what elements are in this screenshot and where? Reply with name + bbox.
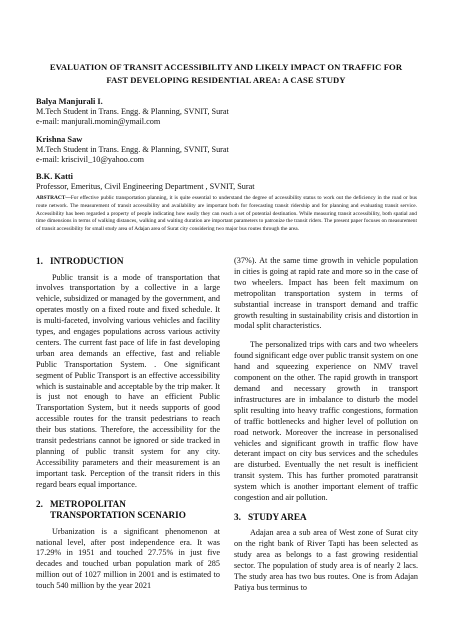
section-title: STUDY AREA: [248, 511, 307, 522]
section-heading-introduction: [36, 256, 220, 268]
author-affiliation: Professor, Emeritus, Civil Engineering Department , SVNIT, Surat: [36, 182, 255, 192]
study-area-paragraph: Adajan area a sub area of West zone of Surat city on the right bank of River Tapti has been selected as study area as belongs to a fast growing residential sector. The population of study area is of nearly 2 lacs. The study area has two bus routes. One is from Adajan Patiya bus terminus to: [234, 528, 418, 592]
author-email: e-mail: manjurali.momin@ymail.com: [36, 117, 161, 127]
section-title-line2: TRANSPORTATION SCENARIO: [50, 510, 186, 521]
section-title: INTRODUCTION: [50, 256, 124, 266]
author-name: Balya Manjurali I.: [36, 97, 103, 106]
author-entry: [36, 172, 416, 192]
author-name: Krishna Saw: [36, 134, 83, 144]
abstract-lead: ABSTRACT—: [36, 195, 71, 201]
section-heading-study-area: [234, 512, 418, 524]
author-name: B.K. Katti: [36, 172, 73, 182]
section-title-line1: METROPOLITAN: [50, 498, 126, 509]
metro-paragraph: Urbanization is a significant phenomenon at national level, after post independence era. It was 17.29% in 1951 and touched 27.75% in just five decades and touched urban population mark of 285 million out of 1027 million in 2001 and is estimated to touch 540 million by the year 2021: [36, 526, 220, 591]
author-affiliation: M.Tech Student in Trans. Engg. & Planning, SVNIT, Surat: [36, 144, 229, 154]
author-entry: [36, 97, 416, 128]
section-heading-metropolitan: [36, 499, 220, 522]
right-column: [234, 256, 418, 602]
intro-paragraph: Public transit is a mode of transportation that involves transportation by a collective in a large vehicle, subsidized or managed by the government, and operates mostly on a fixed route and fixed schedule. It is multi-faceted, involving various vehicles and facility types, and engages populations across various activity centers. The current fast pace of life in fast developing urban area demands an effective, fast and reliable Public Transportation System. . One significant segment of Public Transport is an effective accessibility which is sustainable and acceptable by the trip maker. It is just not enough to have an efficient Public Transportation System, but it needs supports of good accessible routes for the transit pedestrians to reach their bus stations. Therefore, the accessibility for the transit pedestrians cannot be ignored or side tracked in planning of public transit system for any city. Accessibility parameters and their measurement is an important task. Perception of the transit riders in this regard bears equal importance.: [36, 272, 220, 489]
metro-paragraph-2: The personalized trips with cars and two wheelers found significant edge over public transit system on one hand and squeezing experience on NMV travel component on the other. The rapid growth in transport demand and necessary growth in transport infrastructures are in imbalance to disturb the model split resulting into heavy traffic congestions, formation of traffic bottlenecks and higher level of pollution on road network. Moreover the increase in personalised vehicles and significant growth in traffic flow have deterant impact on city bus services and the schedules are disturbed. Eventually the net result is inefficient transit system. This has further promoted paratransit system which is another important element of traffic congestion and air pollution.: [234, 340, 418, 503]
section-number: 3.: [234, 511, 241, 522]
author-block: [36, 97, 416, 200]
metro-paragraph-continued: (37%). At the same time growth in vehicle population in cities is going at rapid rate and more so in the case of two wheelers. Impact has been felt maximum on metropolitan transportation system in terms of substantial increase in transport demand and traffic growth resulting in sustainability crisis and distortion in modal split characteristics.: [234, 256, 418, 331]
author-email: e-mail: kriscivil_10@yahoo.com: [36, 155, 145, 165]
abstract-text: For effective public transportation planning, it is quite essential to understand the degree of accessibility status to work out the deficiency in the road or bus route network. The measurement of transit accessibility and availability are important both for forecasting transit ridership and for planning and evaluating transit service. Accessibility has been regarded a property of people indicating how easily they can reach a set of potential destination. While measuring transit accessibility, both spatial and time dimensions in terms of walking distances, walking and waiting duration are important parameters to patronize the transit riders. The present paper focuses on measurement of transit accessibility for small study area of Adajan area of Surat city considering two major bus routes through the area.: [36, 195, 417, 233]
abstract: [36, 195, 417, 234]
paper-title: EVALUATION OF TRANSIT ACCESSIBILITY AND LIKELY IMPACT ON TRAFFIC FOR FAST DEVELOPING RESIDENTIAL AREA: A CASE STUDY: [49, 62, 403, 85]
author-entry: [36, 135, 416, 166]
left-column: [36, 256, 220, 600]
section-number: 2.: [36, 498, 43, 509]
section-number: 1.: [36, 256, 43, 266]
author-affiliation: M.Tech Student in Trans. Engg. & Planning, SVNIT, Surat: [36, 107, 229, 117]
